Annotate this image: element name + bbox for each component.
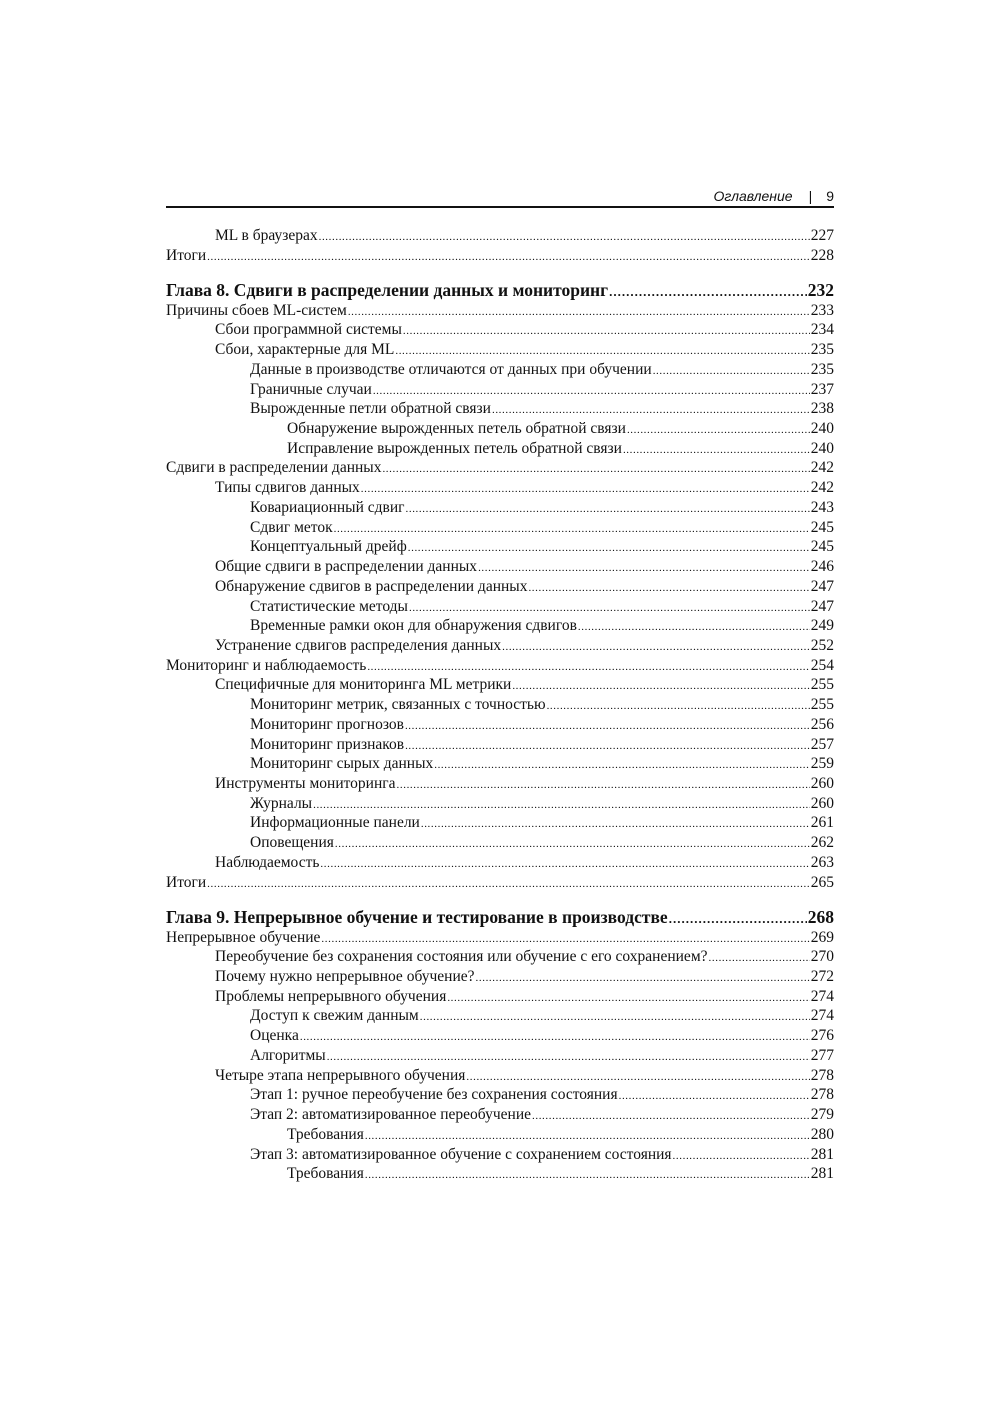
toc-entry[interactable] [166,1105,834,1125]
toc-entry[interactable] [166,967,834,987]
toc-entry[interactable] [166,1046,834,1066]
toc-entry-page: 256 [810,715,834,733]
toc-entry-page: 281 [810,1145,834,1163]
running-header-section: Оглавление [713,188,793,204]
toc-entry[interactable] [166,360,834,380]
toc-entry-page: 255 [810,676,834,694]
toc-entry-page: 269 [810,928,834,946]
toc-entry[interactable] [166,478,834,498]
toc-entry[interactable] [166,340,834,360]
toc-entry-title: Сбои программной системы [215,321,402,339]
dot-leader [397,774,810,796]
toc-entry-title: Мониторинг прогнозов [250,715,404,733]
toc-entry[interactable] [166,380,834,400]
toc-entry[interactable] [166,833,834,853]
toc-entry[interactable] [166,616,834,636]
toc-entry[interactable] [166,1006,834,1026]
toc-entry-title: Временные рамки окон для обнаружения сдвигов [250,617,577,635]
toc-entry-title: Этап 2: автоматизированное переобучение [250,1106,531,1124]
dot-leader [406,498,810,520]
toc-entry-title: Исправление вырожденных петель обратной связи [287,439,622,457]
toc-entry-title: Журналы [250,794,313,812]
toc-entry[interactable] [166,557,834,577]
dot-leader [405,735,810,757]
toc-entry-title: Причины сбоев ML-систем [166,301,347,319]
dot-leader [395,340,809,362]
toc-entry[interactable] [166,1085,834,1105]
toc-entry-page: 233 [810,301,834,319]
toc-entry[interactable] [166,1145,834,1165]
toc-entry-page: 278 [810,1086,834,1104]
toc-entry[interactable] [166,597,834,617]
toc-entry-page: 242 [810,479,834,497]
dot-leader [403,320,810,342]
dot-leader [478,557,810,579]
toc-entry[interactable] [166,320,834,340]
toc-entry[interactable] [166,498,834,518]
dot-leader [673,1145,810,1167]
toc-entry-page: 255 [810,696,834,714]
toc-entry[interactable] [166,226,834,246]
toc-entry-page: 245 [810,518,834,536]
toc-entry[interactable] [166,419,834,439]
dot-leader [528,577,809,599]
dot-leader [609,280,807,302]
dot-leader [405,715,810,737]
dot-leader [578,616,810,638]
toc-entry-page: 246 [810,558,834,576]
dot-leader [335,833,810,855]
toc-entry-title: Этап 3: автоматизированное обучение с сохранением состояния [250,1145,672,1163]
dot-leader [623,439,810,461]
dot-leader [207,873,810,895]
toc-entry-title: Общие сдвиги в распределении данных [215,558,478,576]
toc-entry-page: 262 [810,834,834,852]
running-header [166,186,834,206]
header-separator: | [808,188,813,204]
toc-entry-page: 276 [810,1027,834,1045]
dot-leader [619,1085,810,1107]
toc-entry-title: Ковариационный сдвиг [250,498,405,516]
toc-entry-page: 260 [810,774,834,792]
toc-entry[interactable] [166,439,834,459]
toc-entry-page: 279 [810,1106,834,1124]
toc-entry[interactable] [166,774,834,794]
toc-entry-title: Доступ к свежим данным [250,1007,419,1025]
dot-leader [207,246,810,268]
toc-entry-page: 274 [810,1007,834,1025]
toc-entry[interactable] [166,853,834,873]
toc-entry-page: 228 [810,246,834,264]
dot-leader [319,226,810,248]
toc-entry-title: Требования [287,1165,364,1183]
toc-entry-page: 240 [810,420,834,438]
toc-entry[interactable] [166,754,834,774]
toc-entry-page: 278 [810,1066,834,1084]
toc-entry-title: Обнаружение сдвигов в распределении данных [215,577,528,595]
toc-entry-title: Сдвиги в распределении данных [166,459,382,477]
dot-leader [408,537,810,559]
toc-entry-page: 234 [810,321,834,339]
dot-leader [512,675,809,697]
toc-entry[interactable] [166,675,834,695]
table-of-contents [166,226,834,1184]
toc-entry-title: Итоги [166,246,207,264]
header-rule [166,206,834,208]
toc-entry-page: 281 [810,1165,834,1183]
toc-entry-title: Требования [287,1125,364,1143]
toc-entry-title: Мониторинг сырых данных [250,755,434,773]
dot-leader [367,656,809,678]
dot-leader [447,987,809,1009]
toc-entry-page: 243 [810,498,834,516]
toc-entry-page: 254 [810,656,834,674]
toc-entry-page: 260 [810,794,834,812]
dot-leader [492,399,810,421]
dot-leader [373,380,810,402]
dot-leader [321,928,809,950]
dot-leader [365,1164,810,1186]
dot-leader [334,518,810,540]
toc-entry[interactable] [166,458,834,478]
toc-entry-page: 237 [810,380,834,398]
dot-leader [532,1105,810,1127]
toc-entry-title: Данные в производстве отличаются от данных при обучении [250,360,652,378]
toc-entry-title: Концептуальный дрейф [250,538,407,556]
toc-entry[interactable] [166,636,834,656]
toc-entry-page: 261 [810,814,834,832]
toc-entry-title: Алгоритмы [250,1046,326,1064]
dot-leader [365,1125,810,1147]
toc-entry-title: Мониторинг признаков [250,735,405,753]
toc-entry-title: Мониторинг и наблюдаемость [166,656,367,674]
toc-entry-title: Типы сдвигов данных [215,479,360,497]
toc-entry-title: Итоги [166,873,207,891]
dot-leader [327,1046,810,1068]
toc-entry[interactable] [166,695,834,715]
toc-entry-page: 245 [810,538,834,556]
dot-leader [627,419,810,441]
toc-entry-page: 263 [810,853,834,871]
toc-entry[interactable] [166,928,834,948]
dot-leader [502,636,810,658]
toc-entry-title: Переобучение без сохранения состояния или обучение с его сохранением? [215,948,708,966]
toc-entry-title: Наблюдаемость [215,853,320,871]
toc-entry-title: Четыре этапа непрерывного обучения [215,1066,466,1084]
toc-entry-title: Информационные панели [250,814,420,832]
toc-entry-title: Оценка [250,1027,299,1045]
toc-chapter-entry[interactable] [166,907,834,928]
toc-entry-page: 272 [810,968,834,986]
toc-entry-title: Этап 1: ручное переобучение без сохранения состояния [250,1086,618,1104]
toc-entry[interactable] [166,735,834,755]
toc-entry-title: Непрерывное обучение [166,928,321,946]
toc-entry[interactable] [166,873,834,893]
toc-entry-title: Инструменты мониторинга [215,774,396,792]
dot-leader [409,597,810,619]
toc-entry-title: Сбои, характерные для ML [215,341,395,359]
toc-entry-title: Устранение сдвигов распределения данных [215,636,502,654]
page-number: 9 [826,188,834,204]
dot-leader [420,1006,810,1028]
dot-leader [382,458,809,480]
toc-entry-page: 252 [810,636,834,654]
toc-entry[interactable] [166,1066,834,1086]
toc-entry-title: Граничные случаи [250,380,372,398]
toc-entry-title: Специфичные для мониторинга ML метрики [215,676,512,694]
dot-leader [669,907,807,929]
toc-entry[interactable] [166,715,834,735]
toc-entry-title: ML в браузерах [215,227,318,244]
toc-entry-title: Глава 9. Непрерывное обучение и тестирование в производстве [166,906,668,927]
toc-entry-page: 235 [810,341,834,359]
toc-entry-page: 259 [810,755,834,773]
toc-entry[interactable] [166,813,834,833]
toc-entry[interactable] [166,987,834,1007]
dot-leader [547,695,810,717]
dot-leader [300,1026,810,1048]
toc-entry[interactable] [166,1164,834,1184]
toc-entry-page: 235 [810,360,834,378]
toc-entry[interactable] [166,577,834,597]
toc-entry-page: 249 [810,617,834,635]
toc-entry-page: 268 [807,906,834,927]
toc-entry-page: 280 [810,1125,834,1143]
toc-entry-page: 257 [810,735,834,753]
toc-entry-page: 277 [810,1046,834,1064]
dot-leader [466,1066,809,1088]
toc-entry-title: Сдвиг меток [250,518,333,536]
toc-entry-title: Проблемы непрерывного обучения [215,987,447,1005]
dot-leader [361,478,810,500]
dot-leader [653,360,810,382]
toc-entry[interactable] [166,246,834,266]
toc-entry[interactable] [166,947,834,967]
toc-entry[interactable] [166,794,834,814]
dot-leader [476,967,810,989]
toc-entry-page: 238 [810,400,834,418]
dot-leader [434,754,810,776]
dot-leader [421,813,810,835]
toc-entry[interactable] [166,1026,834,1046]
toc-entry[interactable] [166,1125,834,1145]
toc-chapter-entry[interactable] [166,280,834,301]
dot-leader [313,794,810,816]
toc-entry-page: 247 [810,597,834,615]
toc-entry[interactable] [166,537,834,557]
toc-entry[interactable] [166,656,834,676]
toc-entry-page: 265 [810,873,834,891]
toc-entry-title: Глава 8. Сдвиги в распределении данных и мониторинг [166,279,609,300]
toc-entry-title: Вырожденные петли обратной связи [250,400,491,418]
toc-entry-page: 274 [810,987,834,1005]
toc-entry-page: 240 [810,439,834,457]
toc-entry[interactable] [166,399,834,419]
toc-entry[interactable] [166,518,834,538]
toc-entry[interactable] [166,301,834,321]
toc-entry-title: Оповещения [250,834,334,852]
toc-entry-title: Обнаружение вырожденных петель обратной связи [287,420,626,438]
toc-entry-page: 270 [810,948,834,966]
dot-leader [348,301,810,323]
toc-entry-page: 227 [810,227,834,244]
toc-entry-title: Почему нужно непрерывное обучение? [215,968,475,986]
toc-entry-page: 247 [810,577,834,595]
toc-entry-page: 232 [807,279,834,300]
dot-leader [320,853,809,875]
toc-entry-title: Статистические методы [250,597,408,615]
toc-entry-page: 242 [810,459,834,477]
dot-leader [709,947,810,969]
toc-entry-title: Мониторинг метрик, связанных с точностью [250,696,546,714]
